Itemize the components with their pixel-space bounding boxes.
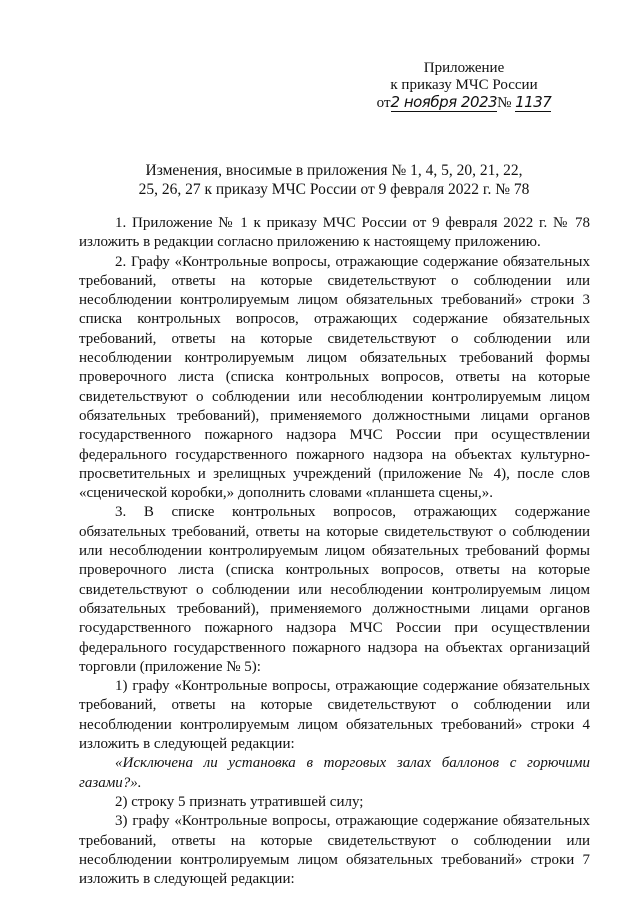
- subitem-2: 2) строку 5 признать утратившей силу;: [115, 793, 364, 810]
- document-body: [79, 214, 590, 889]
- quoted-text: «Исключена ли установка в торговых залах баллонов с горючими газами?».: [79, 755, 590, 791]
- paragraph-3: 3. В списке контрольных вопросов, отражающих содержание обязательных требований, ответы на которые свидетельствуют о соблюдении или несоблюдении контролируемым лицом обязательных требований формы проверочного листа (списка контрольных вопросов, ответы на которые свидетельствуют о соблюдении или несоблюдении контролируемым лицом обязательных требований), применяемого должностными лицами органов государственного пожарного надзора МЧС России при осуществлении федерального государственного пожарного надзора на объектах организаций торговли (приложение № 5):: [79, 504, 590, 675]
- document-title: [80, 161, 588, 199]
- subitem-1: 1) графу «Контрольные вопросы, отражающие содержание обязательных требований, ответы на которые свидетельствуют о соблюдении или несоблюдении контролируемым лицом обязательных требований» строки 4 изложить в следующей редакции:: [79, 678, 590, 753]
- handwritten-order-number: 1137: [515, 93, 552, 111]
- title-line-2: 25, 26, 27 к приказу МЧС России от 9 февраля 2022 г. № 78: [138, 181, 530, 198]
- handwritten-date: 2 ноября 2023: [390, 93, 498, 111]
- appendix-header: [354, 60, 574, 112]
- order-date-line: [377, 94, 552, 112]
- paragraph-1: 1. Приложение № 1 к приказу МЧС России от 9 февраля 2022 г. № 78 изложить в редакции согласно приложению к настоящему приложению.: [79, 215, 590, 251]
- appendix-label: Приложение: [423, 60, 505, 76]
- paragraph-2: 2. Графу «Контрольные вопросы, отражающие содержание обязательных требований, ответы на которые свидетельствуют о соблюдении или несоблюдении контролируемым лицом обязательных требований» строки 3 списка контрольных вопросов, отражающих содержание обязательных требований, ответы на которые свидетельствуют о соблюдении или несоблюдении контролируемым лицом обязательных требований формы проверочного листа (списка контрольных вопросов, ответы на которые свидетельствуют о соблюдении или несоблюдении контролируемым лицом обязательных требований), применяемого должностными лицами органов государственного пожарного надзора МЧС России при осуществлении федерального государственного пожарного надзора на объектах культурно-просветительных и зрелищных учреждений (приложение № 4), после слов «сценической коробки,» дополнить словами «планшета сцены,».: [79, 253, 590, 502]
- subitem-3: 3) графу «Контрольные вопросы, отражающие содержание обязательных требований, ответы на которые свидетельствуют о соблюдении или несоблюдении контролируемым лицом обязательных требований» строки 7 изложить в следующей редакции:: [79, 813, 590, 888]
- order-reference: к приказу МЧС России: [390, 77, 538, 93]
- title-line-1: Изменения, вносимые в приложения № 1, 4, 5, 20, 21, 22,: [145, 162, 523, 179]
- number-sign: №: [497, 95, 512, 111]
- date-prefix: от: [376, 95, 391, 111]
